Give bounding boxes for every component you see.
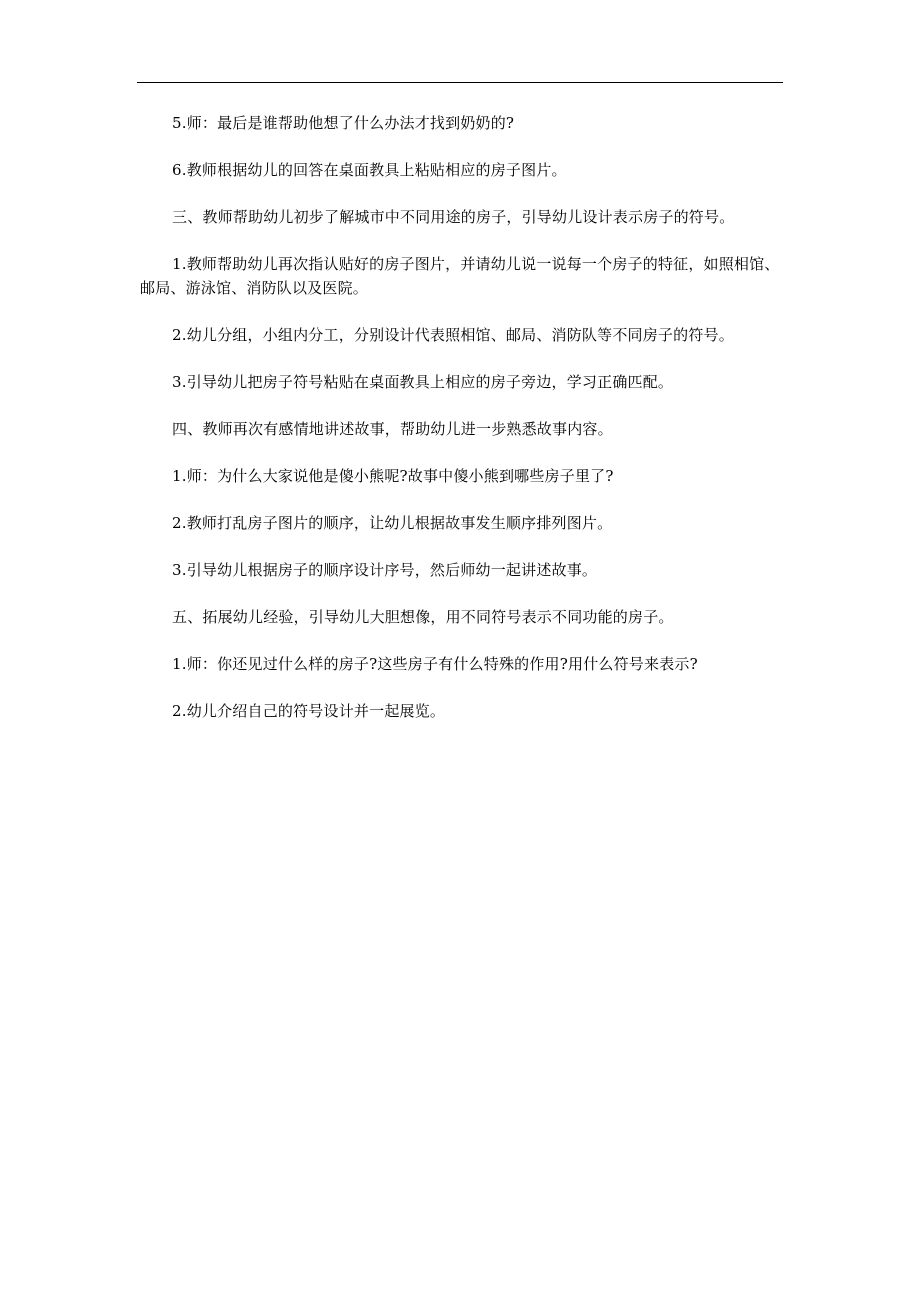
paragraph: 6.教师根据幼儿的回答在桌面教具上粘贴相应的房子图片。 bbox=[172, 161, 567, 179]
section-heading: 五、拓展幼儿经验，引导幼儿大胆想像，用不同符号表示不同功能的房子。 bbox=[172, 608, 674, 626]
paragraph: 1.师：为什么大家说他是傻小熊呢?故事中傻小熊到哪些房子里了? bbox=[172, 467, 614, 485]
section-heading: 三、教师帮助幼儿初步了解城市中不同用途的房子，引导幼儿设计表示房子的符号。 bbox=[172, 208, 735, 226]
section-heading: 四、教师再次有感情地讲述故事，帮助幼儿进一步熟悉故事内容。 bbox=[172, 420, 613, 438]
header-rule bbox=[137, 82, 783, 83]
paragraph: 5.师：最后是谁帮助他想了什么办法才找到奶奶的? bbox=[172, 114, 515, 132]
paragraph: 1.教师帮助幼儿再次指认贴好的房子图片，并请幼儿说一说每一个房子的特征，如照相馆、邮局、游泳馆、消防队以及医院。 bbox=[140, 255, 780, 297]
document-body bbox=[140, 111, 785, 723]
paragraph: 2.教师打乱房子图片的顺序，让幼儿根据故事发生顺序排列图片。 bbox=[172, 514, 613, 532]
paragraph: 3.引导幼儿把房子符号粘贴在桌面教具上相应的房子旁边，学习正确匹配。 bbox=[172, 373, 674, 391]
paragraph: 2.幼儿分组，小组内分工，分别设计代表照相馆、邮局、消防队等不同房子的符号。 bbox=[172, 326, 734, 344]
paragraph: 2.幼儿介绍自己的符号设计并一起展览。 bbox=[172, 702, 446, 720]
paragraph: 3.引导幼儿根据房子的顺序设计序号，然后师幼一起讲述故事。 bbox=[172, 561, 598, 579]
paragraph: 1.师：你还见过什么样的房子?这些房子有什么特殊的作用?用什么符号来表示? bbox=[172, 655, 698, 673]
